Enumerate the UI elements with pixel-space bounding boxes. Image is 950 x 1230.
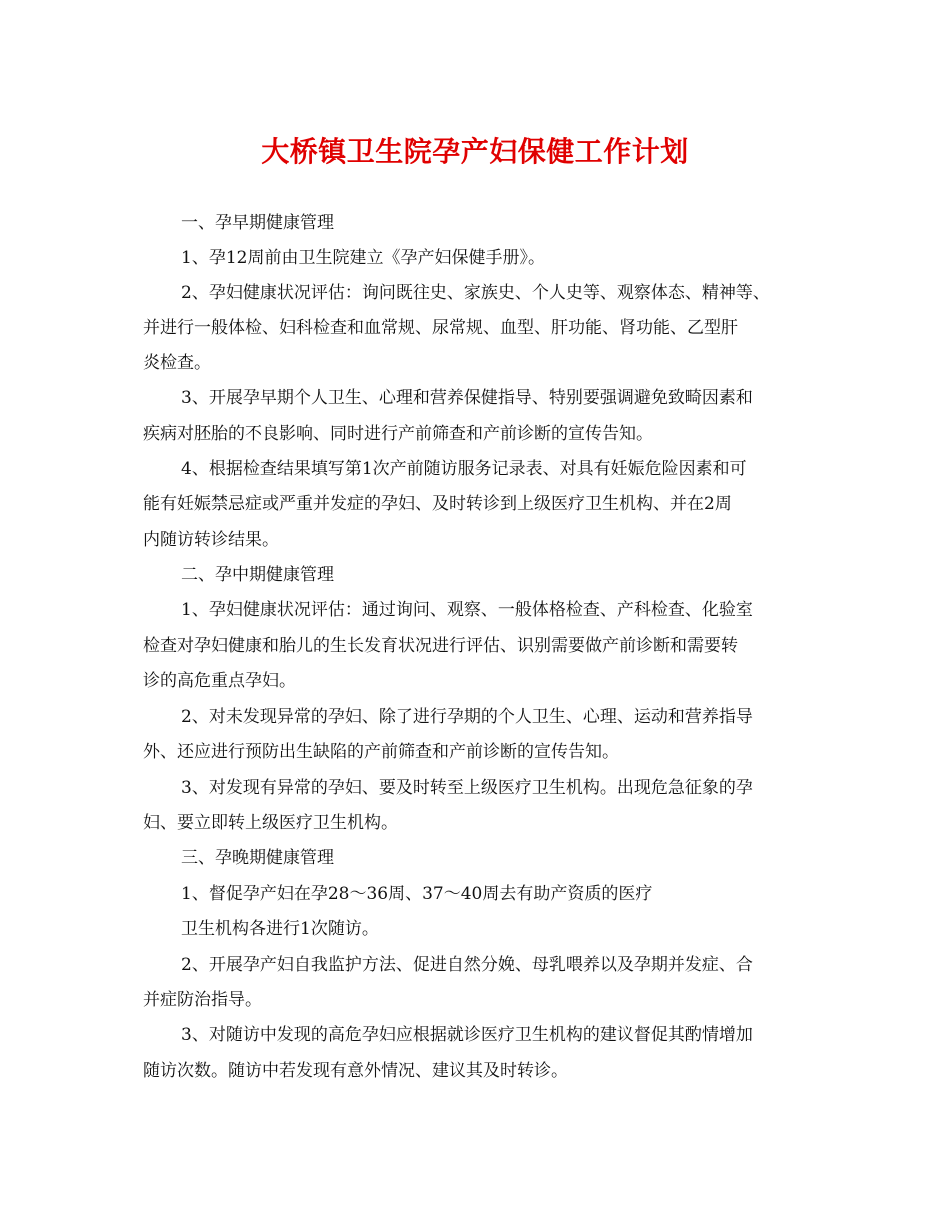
paragraph-line: 能有妊娠禁忌症或严重并发症的孕妇、及时转诊到上级医疗卫生机构、并在2周 <box>143 494 732 514</box>
paragraph-line: 随访次数。随访中若发现有意外情况、建议其及时转诊。 <box>143 1061 568 1081</box>
paragraph-line: 2、开展孕产妇自我监护方法、促进自然分娩、母乳喂养以及孕期并发症、合 <box>181 955 753 975</box>
paragraph-line: 2、孕妇健康状况评估：询问既往史、家族史、个人史等、观察体态、精神等、 <box>181 283 770 303</box>
paragraph-line: 1、督促孕产妇在孕28～36周、37～40周去有助产资质的医疗 <box>181 884 653 904</box>
paragraph-line: 1、孕妇健康状况评估：通过询问、观察、一般体格检查、产科检查、化验室 <box>181 600 753 620</box>
paragraph-line: 3、开展孕早期个人卫生、心理和营养保健指导、特别要强调避免致畸因素和 <box>181 388 753 408</box>
paragraph-line: 3、对发现有异常的孕妇、要及时转至上级医疗卫生机构。出现危急征象的孕 <box>181 778 753 798</box>
paragraph-line: 妇、要立即转上级医疗卫生机构。 <box>143 813 398 833</box>
paragraph-line: 2、对未发现异常的孕妇、除了进行孕期的个人卫生、心理、运动和营养指导 <box>181 707 753 727</box>
paragraph-line: 疾病对胚胎的不良影响、同时进行产前筛查和产前诊断的宣传告知。 <box>143 424 653 444</box>
paragraph-line: 3、对随访中发现的高危孕妇应根据就诊医疗卫生机构的建议督促其酌情增加 <box>181 1025 753 1045</box>
paragraph-line: 4、根据检查结果填写第1次产前随访服务记录表、对具有妊娠危险因素和可 <box>181 459 747 479</box>
page-title: 大桥镇卫生院孕产妇保健工作计划 <box>261 135 689 168</box>
section-heading-early: 一、孕早期健康管理 <box>181 213 334 233</box>
paragraph-line: 检查对孕妇健康和胎儿的生长发育状况进行评估、识别需要做产前诊断和需要转 <box>143 636 738 656</box>
paragraph-line: 1、孕12周前由卫生院建立《孕产妇保健手册》。 <box>181 248 545 268</box>
paragraph-line: 并症防治指导。 <box>143 990 262 1010</box>
paragraph-line: 外、还应进行预防出生缺陷的产前筛查和产前诊断的宣传告知。 <box>143 742 619 762</box>
paragraph-line: 卫生机构各进行1次随访。 <box>181 919 379 939</box>
paragraph-line: 炎检查。 <box>143 353 211 373</box>
paragraph-line: 并进行一般体检、妇科检查和血常规、尿常规、血型、肝功能、肾功能、乙型肝 <box>143 318 738 338</box>
section-heading-middle: 二、孕中期健康管理 <box>181 565 334 585</box>
paragraph-line: 内随访转诊结果。 <box>143 530 279 550</box>
section-heading-late: 三、孕晚期健康管理 <box>181 848 334 868</box>
paragraph-line: 诊的高危重点孕妇。 <box>143 671 296 691</box>
